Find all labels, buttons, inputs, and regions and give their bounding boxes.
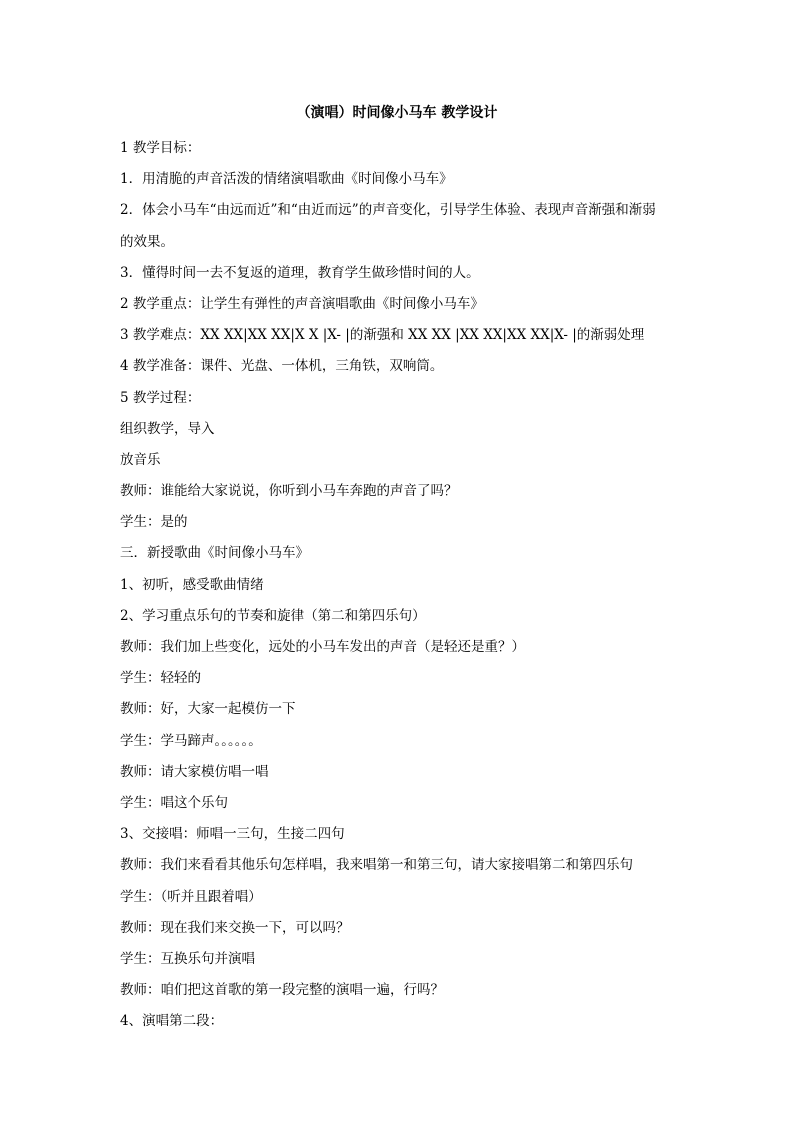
text-line: 学生：唱这个乐句 xyxy=(120,794,228,811)
text-line: 学生：学马蹄声。。。。。。 xyxy=(120,732,262,749)
text-line: 教师：现在我们来交换一下，可以吗？ xyxy=(120,919,350,936)
text-line: 2 教学重点：让学生有弹性的声音演唱歌曲《时间像小马车》 xyxy=(120,295,484,312)
text-line: 教师：我们来看看其他乐句怎样唱，我来唱第一和第三句，请大家接唱第二和第四乐句 xyxy=(120,857,633,874)
text-line: 学生：互换乐句并演唱 xyxy=(120,950,255,967)
text-line: 学生：轻轻的 xyxy=(120,670,201,687)
text-line: 1．用清脆的声音活泼的情绪演唱歌曲《时间像小马车》 xyxy=(120,171,453,188)
document-body xyxy=(120,133,680,1037)
text-line: 放音乐 xyxy=(120,451,161,468)
text-line: 教师：请大家模仿唱一唱 xyxy=(120,763,269,780)
text-line: 2．体会小马车“由远而近”和“由近而远”的声音变化，引导学生体验、表现声音渐强和渐弱 xyxy=(120,202,656,219)
text-line: 教师：谁能给大家说说，你听到小马车奔跑的声音了吗？ xyxy=(120,483,458,500)
text-line: 的效果。 xyxy=(120,233,174,250)
text-line: 学生：是的 xyxy=(120,514,188,531)
text-line: 学生：（听并且跟着唱） xyxy=(120,888,262,905)
text-line: 1、初听，感受歌曲情绪 xyxy=(120,576,264,593)
text-line: 组织教学，导入 xyxy=(120,420,215,437)
text-line: 教师：我们加上些变化，远处的小马车发出的声音（是轻还是重？） xyxy=(120,639,525,655)
text-line: 2、学习重点乐句的节奏和旋律（第二和第四乐句） xyxy=(120,607,426,624)
text-line: 教师：咱们把这首歌的第一段完整的演唱一遍，行吗？ xyxy=(120,982,444,999)
text-line: 3、交接唱：师唱一三句，生接二四句 xyxy=(120,826,345,843)
text-line: 教师：好，大家一起模仿一下 xyxy=(120,701,296,718)
text-line: 5 教学过程： xyxy=(120,389,201,406)
text-line: 4 教学准备：课件、光盘、一体机，三角铁，双响筒。 xyxy=(120,358,444,375)
text-line: 1 教学目标： xyxy=(120,140,201,156)
text-line: 三．新授歌曲《时间像小马车》 xyxy=(120,545,309,562)
text-line: 4、演唱第二段： xyxy=(120,1013,224,1030)
text-line: 3 教学难点：XX XX|XX XX|X X |X- |的渐强和 XX XX |XX XX|XX XX|X- |的渐弱处理 xyxy=(120,327,645,344)
text-line: 3．懂得时间一去不复返的道理，教育学生做珍惜时间的人。 xyxy=(120,264,480,281)
document-title: （演唱）时间像小马车 教学设计 xyxy=(296,105,498,121)
